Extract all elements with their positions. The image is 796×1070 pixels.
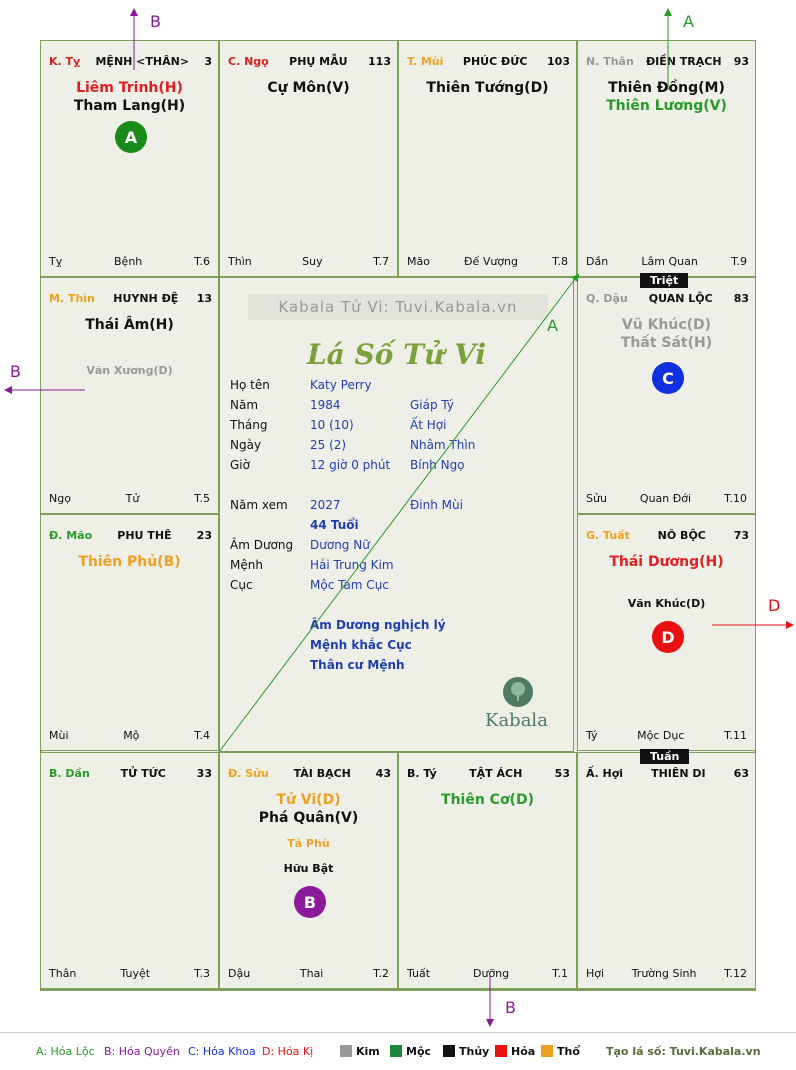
main-star: Thái Âm(H)	[85, 317, 174, 333]
palace-branch: Hợi	[586, 967, 605, 980]
chart-title: Lá Số Tử Vi	[306, 338, 487, 371]
note-menh-cuc: Mệnh khắc Cục	[310, 638, 412, 652]
palace-number: 53	[554, 767, 570, 780]
label-ho-ten: Họ tên	[230, 378, 270, 392]
palace-branch: Mão	[407, 255, 430, 268]
palace-number: 13	[196, 292, 212, 305]
hoa-marker: C	[652, 362, 684, 394]
arrow-label-d-right: D	[768, 596, 781, 615]
main-star: Thiên Tướng(D)	[426, 80, 549, 96]
palace-name: QUAN LỘC	[648, 292, 713, 305]
palace-stage: Tử	[125, 492, 140, 505]
value-menh: Hải Trung Kim	[310, 558, 394, 572]
label-cuc: Cục	[230, 578, 253, 592]
arrow-a-diagonal	[219, 275, 578, 752]
palace-name: PHÚC ĐỨC	[462, 55, 528, 68]
palace-term: T.7	[373, 255, 389, 268]
palace-name: PHỤ MẪU	[289, 55, 348, 68]
main-star: Thiên Cơ(D)	[441, 792, 534, 808]
palace-term: T.2	[373, 967, 389, 980]
palace-branch: Tỵ	[49, 255, 63, 268]
value-thang: 10 (10)	[310, 418, 354, 432]
palace-term: T.6	[194, 255, 210, 268]
thuy-swatch	[443, 1045, 455, 1057]
palace-number: 63	[733, 767, 749, 780]
value-cuc: Mộc Tam Cục	[310, 578, 389, 592]
minor-star: Hữu Bật	[283, 862, 334, 875]
legend-bar	[0, 1032, 796, 1069]
palace-stage: Mộc Dục	[637, 729, 685, 742]
note-than-cu: Thân cư Mệnh	[310, 658, 405, 672]
palace-name: NÔ BỘC	[657, 529, 706, 542]
palace-can: T. Mùi	[407, 55, 444, 68]
palace-can: G. Tuất	[586, 529, 630, 542]
palace-can: B. Dần	[49, 767, 90, 780]
value-tuoi: 44 Tuổi	[310, 518, 359, 532]
palace-name: TÀI BẠCH	[293, 767, 351, 780]
main-star: Vũ Khúc(D)	[621, 317, 712, 333]
legend-hoa-quyen: B: Hóa Quyền	[104, 1045, 180, 1058]
palace-number: 73	[733, 529, 749, 542]
palace-stage: Mộ	[123, 729, 140, 742]
triet-tag: Triệt	[640, 273, 688, 288]
palace-branch: Sửu	[586, 492, 607, 505]
main-star: Thái Dương(H)	[609, 554, 724, 570]
palace-number: 3	[204, 55, 212, 68]
legend-hoa: Hỏa	[495, 1045, 535, 1058]
palace-term: T.8	[552, 255, 568, 268]
legend-site-link[interactable]: Tạo lá số: Tuvi.Kabala.vn	[606, 1045, 761, 1058]
palace-branch: Thân	[49, 967, 77, 980]
palace-number: 43	[375, 767, 391, 780]
label-gio: Giờ	[230, 458, 250, 472]
value-gio: 12 giờ 0 phút	[310, 458, 391, 472]
palace-stage: Quan Đới	[639, 492, 692, 505]
hoa-marker: B	[294, 886, 326, 918]
palace-stage: Đế Vượng	[464, 255, 518, 268]
palace-can: Q. Dậu	[586, 292, 628, 305]
palace-number: 33	[196, 767, 212, 780]
palace-stage: Bệnh	[114, 255, 143, 268]
main-star: Phá Quân(V)	[258, 810, 359, 826]
palace-term: T.4	[194, 729, 210, 742]
palace-term: T.5	[194, 492, 210, 505]
palace-stage: Lâm Quan	[641, 255, 698, 268]
main-star: Thiên Phủ(B)	[78, 554, 181, 570]
kabala-logo-text: Kabala	[485, 710, 548, 731]
palace-stage: Dưỡng	[473, 967, 510, 980]
palace-name: THIÊN DI	[651, 767, 706, 780]
arrow-label-b-left: B	[10, 362, 21, 381]
palace-name: TẬT ÁCH	[469, 767, 523, 780]
watermark: Kabala Tử Vi: Tuvi.Kabala.vn	[248, 294, 548, 320]
palace-can: N. Thân	[586, 55, 634, 68]
palace-number: 83	[733, 292, 749, 305]
label-thang: Tháng	[230, 418, 268, 432]
value-gio-can: Bính Ngọ	[410, 458, 465, 472]
palace-can: Đ. Sửu	[228, 767, 269, 780]
legend-thuy: Thủy	[443, 1045, 489, 1058]
minor-star: Văn Khúc(D)	[627, 597, 706, 610]
palace-term: T.12	[724, 967, 747, 980]
label-nam-xem: Năm xem	[230, 498, 288, 512]
palace-branch: Ngọ	[49, 492, 71, 505]
legend-tho: Thổ	[541, 1045, 580, 1058]
arrow-label-a-top: A	[683, 12, 694, 31]
palace-name: TỬ TỨC	[120, 767, 166, 780]
main-star: Thiên Đồng(M)	[608, 80, 725, 96]
main-star: Tử Vi(D)	[276, 792, 341, 808]
value-nam: 1984	[310, 398, 341, 412]
palace-name: HUYNH ĐỆ	[113, 292, 179, 305]
palace-term: T.10	[724, 492, 747, 505]
value-nam-can: Giáp Tý	[410, 398, 454, 412]
palace-number: 103	[547, 55, 570, 68]
palace-can: Đ. Mão	[49, 529, 93, 542]
palace-number: 93	[733, 55, 749, 68]
palace-branch: Dần	[586, 255, 609, 268]
palace-stage: Trường Sinh	[631, 967, 697, 980]
hoa-marker: D	[652, 621, 684, 653]
main-star: Thất Sát(H)	[620, 335, 713, 351]
palace-term: T.9	[731, 255, 747, 268]
palace-term: T.3	[194, 967, 210, 980]
moc-swatch	[390, 1045, 402, 1057]
palace-term: T.11	[724, 729, 747, 742]
value-nam-xem-can: Đinh Mùi	[410, 498, 463, 512]
note-am-duong: Âm Dương nghịch lý	[310, 618, 446, 632]
label-ngay: Ngày	[230, 438, 262, 452]
arrow-label-b-bottom: B	[505, 998, 516, 1017]
value-am-duong: Dương Nữ	[310, 538, 370, 552]
palace-can: B. Tý	[407, 767, 437, 780]
value-ho-ten: Katy Perry	[310, 378, 372, 392]
palace-number: 23	[196, 529, 212, 542]
label-am-duong: Âm Dương	[230, 538, 294, 552]
arrow-label-a-diagonal: A	[547, 316, 558, 335]
palace-term: T.1	[552, 967, 568, 980]
palace-name: PHU THÊ	[117, 529, 172, 542]
main-star: Tham Lang(H)	[73, 98, 186, 114]
palace-number: 113	[368, 55, 391, 68]
main-star: Cự Môn(V)	[267, 80, 350, 96]
legend-hoa-ki: D: Hóa Kị	[262, 1045, 314, 1058]
label-nam: Năm	[230, 398, 259, 412]
label-menh: Mệnh	[230, 558, 263, 572]
legend-hoa-loc: A: Hóa Lộc	[36, 1045, 95, 1058]
value-ngay-can: Nhâm Thìn	[410, 438, 476, 452]
value-nam-xem: 2027	[310, 498, 341, 512]
hoa-swatch	[495, 1045, 507, 1057]
palace-stage: Thai	[299, 967, 324, 980]
tuan-tag: Tuần	[640, 749, 689, 764]
tho-swatch	[541, 1045, 553, 1057]
palace-branch: Tý	[586, 729, 598, 742]
palace-name: ĐIỀN TRẠCH	[645, 55, 722, 68]
palace-branch: Dậu	[228, 967, 251, 980]
legend-kim: Kim	[340, 1045, 380, 1058]
value-thang-can: Ất Hợi	[410, 418, 447, 432]
legend-hoa-khoa: C: Hóa Khoa	[188, 1045, 256, 1058]
main-star: Liêm Trinh(H)	[76, 80, 183, 96]
palace-branch: Mùi	[49, 729, 69, 742]
palace-stage: Suy	[302, 255, 323, 268]
palace-name: MỆNH <THÂN>	[95, 55, 190, 68]
palace-can: M. Thìn	[49, 292, 95, 305]
palace-branch: Thìn	[228, 255, 252, 268]
arrow-label-b-top: B	[150, 12, 161, 31]
value-ngay: 25 (2)	[310, 438, 347, 452]
main-star: Thiên Lương(V)	[606, 98, 727, 114]
minor-star: Tả Phù	[287, 837, 330, 850]
palace-stage: Tuyệt	[120, 967, 151, 980]
palace-can: C. Ngọ	[228, 55, 269, 68]
minor-star: Văn Xương(D)	[86, 364, 173, 377]
palace-can: Ấ. Hợi	[586, 767, 624, 780]
palace-branch: Tuất	[407, 967, 431, 980]
palace-can: K. Tỵ	[49, 55, 81, 68]
kim-swatch	[340, 1045, 352, 1057]
hoa-marker: A	[115, 121, 147, 153]
legend-moc: Mộc	[390, 1045, 431, 1058]
